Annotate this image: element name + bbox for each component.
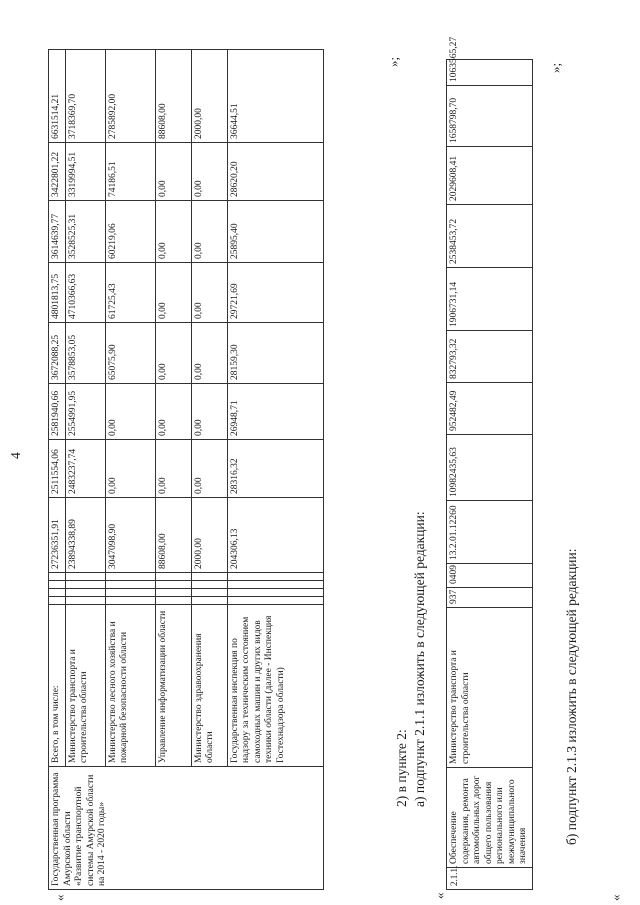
table-cell: 0,00 xyxy=(191,263,227,323)
table-cell: 3422801,22 xyxy=(49,143,66,201)
opening-quote: « xyxy=(432,892,447,899)
table-cell: 0,00 xyxy=(191,143,227,201)
table-cell: 0,00 xyxy=(191,384,227,440)
table-cell: 25895,40 xyxy=(227,201,323,263)
table-cell: 27236351,91 xyxy=(49,498,66,573)
table-cell: 0,00 xyxy=(191,440,227,498)
closing-quote: »; xyxy=(548,62,563,73)
table-cell: 61725,43 xyxy=(105,263,155,323)
table-row xyxy=(447,60,533,890)
opening-quote: « xyxy=(608,894,623,901)
row-label: Министерство лесного хозяйства и пожарной безопасности области xyxy=(105,605,155,767)
table-cell: 26948,71 xyxy=(227,384,323,440)
table-cell: 2000,00 xyxy=(191,498,227,573)
table-cell: 0,00 xyxy=(155,201,191,263)
item-number: 2.1.1. xyxy=(447,868,533,890)
table-cell: 23894338,89 xyxy=(65,498,105,573)
table-cell: 3672088,25 xyxy=(49,323,66,384)
table-cell: 28316,32 xyxy=(227,440,323,498)
row-label: Управление информатизации области xyxy=(155,605,191,767)
table-row xyxy=(227,50,323,890)
table-cell: 29721,69 xyxy=(227,263,323,323)
table-cell: 204306,13 xyxy=(227,498,323,573)
table-cell: 4801813,75 xyxy=(49,263,66,323)
table-cell: 65075,90 xyxy=(105,323,155,384)
subitem-2-1-1-table xyxy=(446,36,533,890)
table-cell: 0,00 xyxy=(105,440,155,498)
table-row xyxy=(49,50,66,890)
table-cell: 2511554,06 xyxy=(49,440,66,498)
table-cell: 0,00 xyxy=(105,384,155,440)
table-cell: 28620,20 xyxy=(227,143,323,201)
table-row xyxy=(191,50,227,890)
table-cell: 952482,49 xyxy=(447,383,533,435)
table-cell: 28159,30 xyxy=(227,323,323,384)
row-label: Государственная инспекция по надзору за техническим состоянием самоходных машин и других видов техники области (далее - Инспекция Гостехнадзора области) xyxy=(227,605,323,767)
table-cell: 0,00 xyxy=(191,201,227,263)
table-cell: 2581940,66 xyxy=(49,384,66,440)
table-cell: 3614639,77 xyxy=(49,201,66,263)
closing-quote: »; xyxy=(386,56,401,67)
table-cell: 0,00 xyxy=(155,323,191,384)
table-cell: 1658798,70 xyxy=(447,86,533,147)
table-cell: 3047098,90 xyxy=(105,498,155,573)
executor: Министерство транспорта и строительства области xyxy=(447,608,533,768)
row-label: Министерство транспорта и строительства области xyxy=(65,605,105,767)
table-cell: 2000,00 xyxy=(191,50,227,143)
table-cell: 3319994,51 xyxy=(65,143,105,201)
table-cell: 2483237,74 xyxy=(65,440,105,498)
table-cell: 4710366,63 xyxy=(65,263,105,323)
budget-table xyxy=(48,49,324,890)
table-cell: 2785892,00 xyxy=(105,50,155,143)
table-cell: 1906731,14 xyxy=(447,268,533,331)
subitem-b-heading: б) подпункт 2.1.3 изложить в следующей редакции: xyxy=(564,548,579,845)
code-cell: 13.2.01.12260 xyxy=(447,501,533,564)
table-cell: 88608,00 xyxy=(155,50,191,143)
page-number: 4 xyxy=(8,452,23,459)
measure-name: Обеспечение содержания, ремонта автомобильных дорог общего пользования регионального или межмуниципального значения xyxy=(447,768,533,868)
table-cell: 3528525,31 xyxy=(65,201,105,263)
opening-quote: « xyxy=(52,894,67,901)
table-cell: 6631514,21 xyxy=(49,50,66,143)
table-cell: 60219,06 xyxy=(105,201,155,263)
table-cell: 3718369,70 xyxy=(65,50,105,143)
table-cell: 0,00 xyxy=(155,263,191,323)
table-cell: 88608,00 xyxy=(155,498,191,573)
table-cell: 1063565,27 xyxy=(447,60,533,86)
item-2-heading: 2) в пункте 2: xyxy=(394,729,409,807)
row-label: Всего, в том числе: xyxy=(49,605,66,767)
row-label: Министерство здравоохранения области xyxy=(191,605,227,767)
table-cell: 2538453,72 xyxy=(447,205,533,268)
code-cell: 0409 xyxy=(447,564,533,588)
table-cell: 10982435,63 xyxy=(447,435,533,501)
table-cell: 36644,51 xyxy=(227,50,323,143)
table-cell: 832793,32 xyxy=(447,331,533,383)
table-cell: 0,00 xyxy=(155,143,191,201)
table-row xyxy=(155,50,191,890)
table-cell: 0,00 xyxy=(191,323,227,384)
subitem-a-heading: а) подпункт 2.1.1 изложить в следующей редакции: xyxy=(412,511,427,807)
table-cell: 0,00 xyxy=(155,440,191,498)
table-row xyxy=(105,50,155,890)
table-cell: 2554991,95 xyxy=(65,384,105,440)
table-cell: 74186,51 xyxy=(105,143,155,201)
table-cell: 0,00 xyxy=(155,384,191,440)
table-cell: 2029608,41 xyxy=(447,147,533,205)
code-cell: 937 xyxy=(447,588,533,608)
program-name-cell: Государственная программа Амурской области «Развитие транспортной системы Амурской области на 2014 - 2020 годы» xyxy=(49,767,324,890)
table-cell: 3578853,05 xyxy=(65,323,105,384)
table-row xyxy=(65,50,105,890)
